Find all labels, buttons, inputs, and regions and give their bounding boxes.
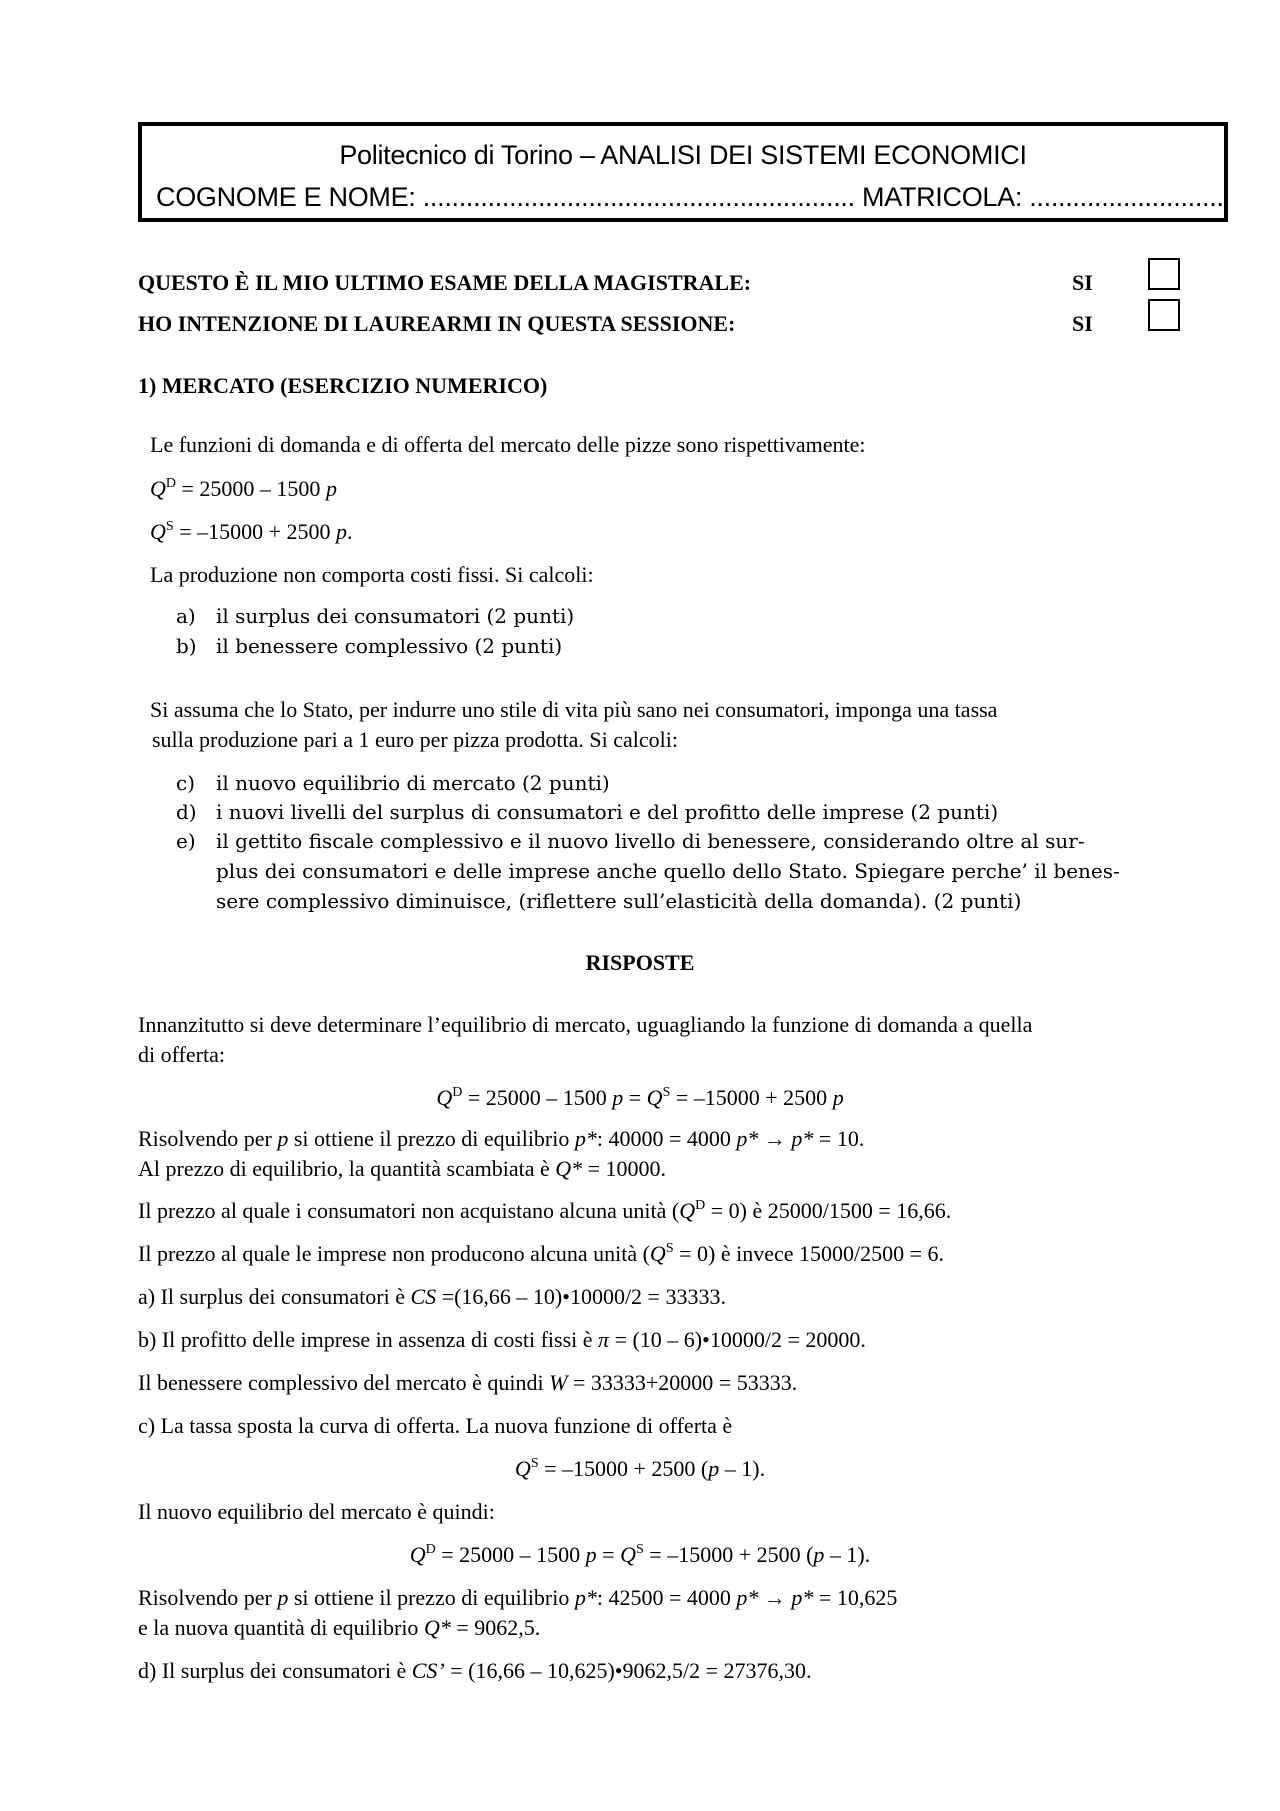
consumer-surplus-line: a) Il surplus dei consumatori è CS =(16,66 – 10)•10000/2 = 33333. [138,1284,726,1309]
item-d: d) i nuovi livelli del surplus di consumatori e del profitto delle imprese (2 punti) [176,800,999,824]
tax-text-line2: sulla produzione pari a 1 euro per pizza prodotta. Si calcoli: [152,727,678,752]
profit-line: b) Il profitto delle imprese in assenza di costi fissi è π = (10 – 6)•10000/2 = 20000. [138,1327,866,1352]
item-e-continued-2: sere complessivo diminuisce, (riflettere sull’elasticità della domanda). (2 punti) [216,889,1022,913]
question-graduate: HO INTENZIONE DI LAUREARMI IN QUESTA SESSIONE: [138,311,736,336]
graduate-checkbox[interactable] [1148,299,1180,331]
item-c: c) il nuovo equilibrio di mercato (2 punti) [176,771,610,795]
equilibrium-price-line: Risolvendo per p si ottiene il prezzo di equilibrio p*: 40000 = 4000 p* → p* = 10. [138,1126,865,1151]
new-supply-equation: $Q^S = -15000 + 2500$ (p – 1). [514,1456,766,1481]
answers-intro-line1: Innanzitutto si deve determinare l’equilibrio di mercato, uguagliando la funzione di domanda a quella [138,1012,1033,1037]
item-e: e) il gettito fiscale complessivo e il nuovo livello di benessere, considerando oltre al sur- [176,829,1085,853]
new-equilibrium-price-line: Risolvendo per p si ottiene il prezzo di equilibrio p*: 42500 = 4000 p* → p* = 10,625 [138,1585,898,1610]
equilibrium-equation: $Q^D = 25000 - 1500$ $p = Q^S = -15000 + 2500$ p [436,1085,844,1110]
item-b: b) il benessere complessivo (2 punti) [176,634,563,658]
welfare-line: Il benessere complessivo del mercato è quindi W = 33333+20000 = 53333. [138,1370,798,1395]
supply-function: $Q^S = -15000 + 2500$ p. [150,519,353,544]
exercise-title: 1) MERCATO (ESERCIZIO NUMERICO) [138,373,548,398]
tax-shift-line: c) La tassa sposta la curva di offerta. La nuova funzione di offerta è [138,1413,733,1438]
name-matricola-line: COGNOME E NOME: ............................................................ MATRICOLA: ........................... [156,182,1224,212]
new-equilibrium-equation: $Q^D = 25000 - 1500$ $p = Q^S = -15000 + 2500$ (p – 1). [409,1542,871,1567]
answers-title: RISPOSTE [585,950,695,975]
question-graduate-answer: SI [1072,311,1093,336]
tax-text-line1: Si assuma che lo Stato, per indurre uno stile di vita più sano nei consumatori, imponga una tassa [150,697,998,722]
exercise-intro: Le funzioni di domanda e di offerta del mercato delle pizze sono rispettivamente: [150,432,866,457]
item-a: a) il surplus dei consumatori (2 punti) [176,604,575,628]
no-fixed-costs: La produzione non comporta costi fissi. Si calcoli: [150,562,594,587]
equilibrium-quantity-line: Al prezzo di equilibrio, la quantità scambiata è Q* = 10000. [138,1156,667,1181]
new-equilibrium-quantity-line: e la nuova quantità di equilibrio Q* = 9062,5. [138,1615,541,1640]
header-title: Politecnico di Torino – ANALISI DEI SISTEMI ECONOMICI [339,140,1027,170]
question-last-exam: QUESTO È IL MIO ULTIMO ESAME DELLA MAGISTRALE: [138,270,752,295]
last-exam-checkbox[interactable] [1148,258,1180,290]
new-consumer-surplus-line: d) Il surplus dei consumatori è CS’ = (16,66 – 10,625)•9062,5/2 = 27376,30. [138,1658,812,1683]
header-box [138,122,1228,222]
item-e-continued-1: plus dei consumatori e delle imprese anche quello dello Stato. Spiegare perche’ il benes- [216,859,1120,883]
answers-intro-line2: di offerta: [138,1042,225,1067]
zero-demand-price-line: Il prezzo al quale i consumatori non acquistano alcuna unità $(Q^D = 0)$ è 25000/1500 = 16,66. [138,1198,952,1223]
zero-supply-price-line: Il prezzo al quale le imprese non producono alcuna unità $(Q^S = 0)$ è invece 15000/2500 = 6. [138,1241,945,1266]
question-last-exam-answer: SI [1072,270,1093,295]
new-equilibrium-intro: Il nuovo equilibrio del mercato è quindi: [138,1499,495,1524]
demand-function: $Q^D = 25000 - 1500$ p [150,476,337,501]
